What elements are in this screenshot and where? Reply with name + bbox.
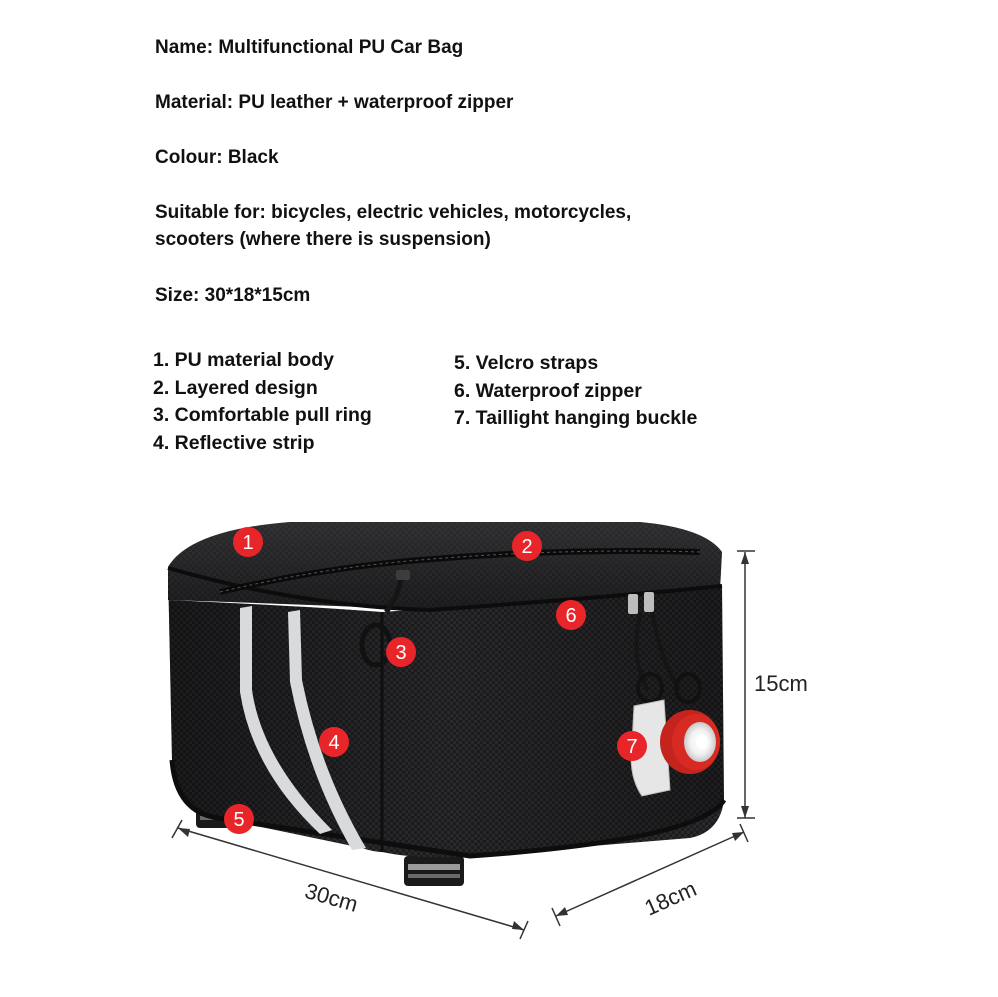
badge-2: [512, 531, 542, 561]
velcro-strap-right: [404, 856, 464, 886]
badge-3: [386, 637, 416, 667]
badge-4: [319, 727, 349, 757]
dimension-height: [737, 551, 755, 818]
badge-5-label: 5: [233, 809, 245, 831]
feature-item: 5. Velcro straps: [454, 352, 599, 374]
feature-item: 2. Layered design: [153, 376, 318, 399]
dimension-length-label: 30cm: [302, 877, 361, 917]
dimension-width-label: 18cm: [640, 875, 701, 921]
spec-colour: Colour: Black: [155, 147, 279, 168]
feature-item: 4. Reflective strip: [153, 431, 315, 454]
badge-4-label: 4: [328, 732, 340, 754]
feature-item: 6. Waterproof zipper: [454, 379, 642, 402]
badge-1: [233, 527, 263, 557]
spec-size: Size: 30*18*15cm: [155, 285, 311, 306]
feature-item: 3. Comfortable pull ring: [153, 404, 372, 426]
badge-5: [224, 804, 254, 834]
dimension-height-label: 15cm: [754, 671, 808, 696]
feature-item: 7. Taillight hanging buckle: [454, 407, 698, 429]
badge-6: [556, 600, 586, 630]
spec-material: Material: PU leather + waterproof zipper: [155, 92, 514, 113]
badge-7-label: 7: [626, 736, 638, 758]
spec-suitable-line-2: scooters (where there is suspension): [155, 229, 491, 250]
badge-2-label: 2: [521, 536, 533, 558]
badge-7: [617, 731, 647, 761]
badge-1-label: 1: [242, 532, 254, 554]
badge-6-label: 6: [565, 605, 577, 627]
feature-item: 1. PU material body: [153, 349, 334, 371]
spec-suitable-line-1: Suitable for: bicycles, electric vehicles, motorcycles,: [155, 202, 632, 223]
badge-3-label: 3: [395, 642, 407, 664]
spec-name: Name: Multifunctional PU Car Bag: [155, 37, 464, 58]
